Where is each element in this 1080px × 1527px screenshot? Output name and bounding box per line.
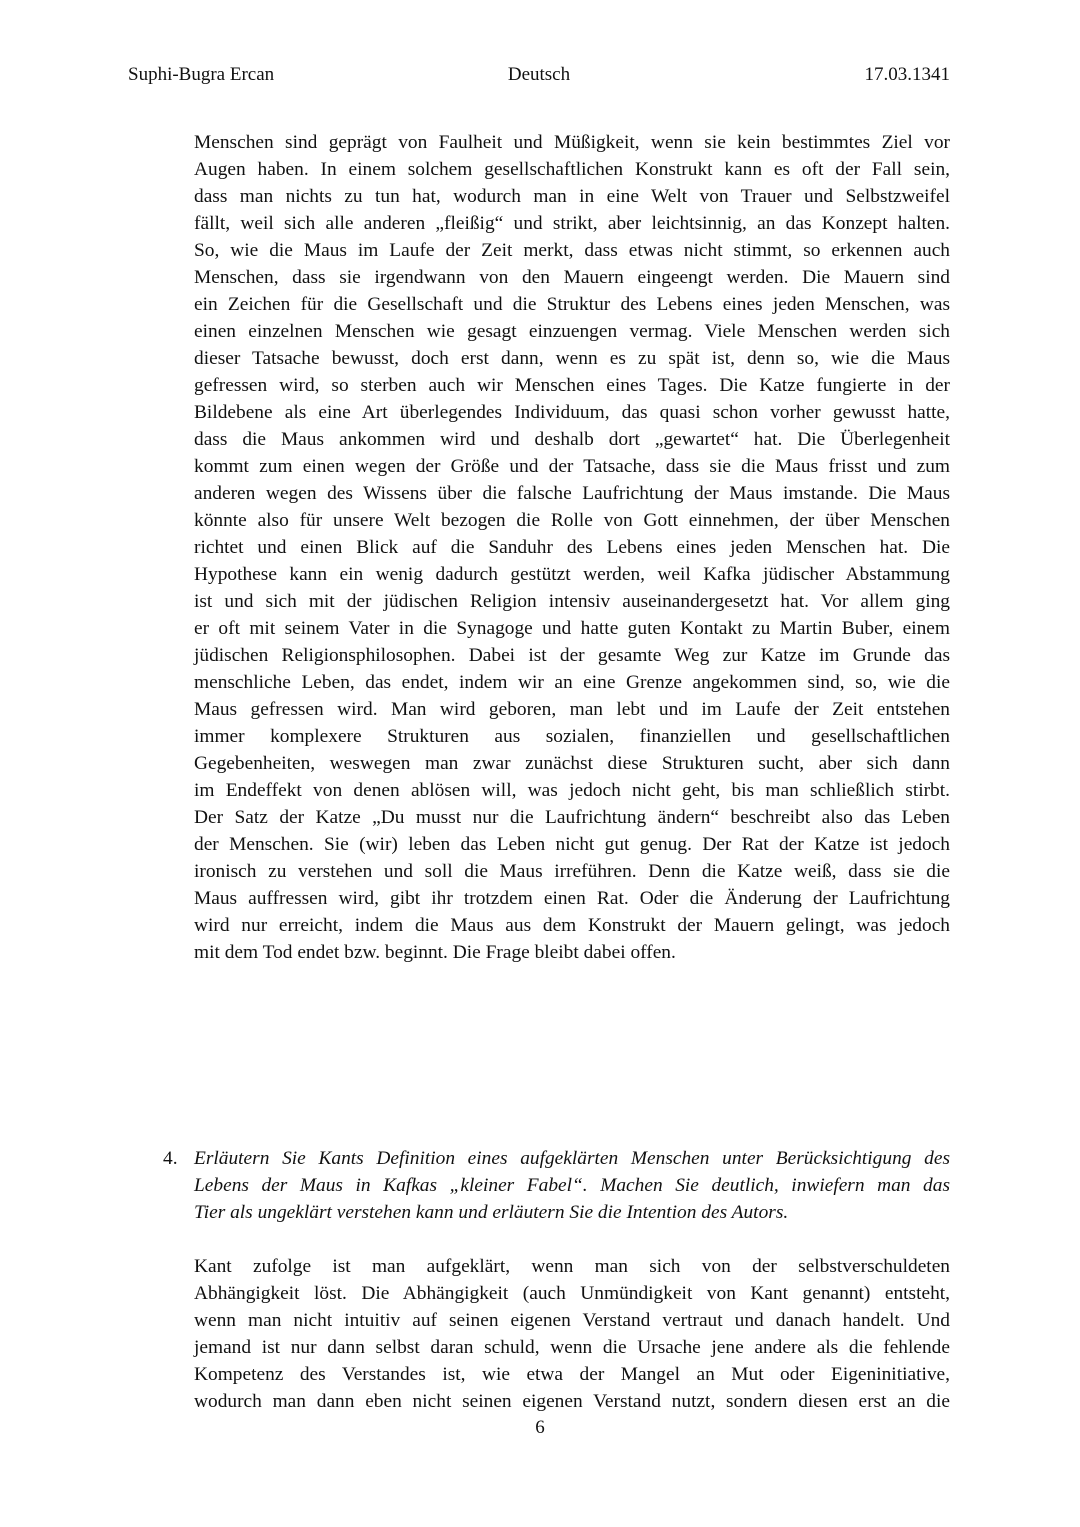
text-line: könnte also für unsere Welt bezogen die Rolle von Gott einnehmen, der über Menschen [194,510,950,531]
text-line: jüdischen Religionsphilosophen. Dabei ist der gesamte Weg zur Katze im Grunde das [194,645,950,666]
text-line: gefressen wird, so sterben auch wir Menschen eines Tages. Die Katze fungierte in der [194,375,950,396]
text-line: dass man nichts zu tun hat, wodurch man in eine Welt von Trauer und Selbstzweifel [194,186,950,207]
task-question [194,1145,950,1226]
text-line: Maus gefressen wird. Man wird geboren, man lebt und im Laufe der Zeit entstehen [194,699,950,720]
text-line: Menschen sind geprägt von Faulheit und Müßigkeit, wenn sie kein bestimmtes Ziel vor [194,132,950,153]
text-line: Maus auffressen wird, gibt ihr trotzdem einen Rat. Oder die Änderung der Laufrichtung [194,888,950,909]
text-line: Bildebene als eine Art überlegendes Individuum, das quasi schon vorher gewusst hatte, [194,402,950,423]
text-line: richtet und einen Blick auf die Sanduhr des Lebens eines jeden Menschen hat. Die [194,537,950,558]
task-line: Tier als ungeklärt verstehen kann und erläutern Sie die Intention des Autors. [194,1202,789,1223]
task-number: 4. [163,1148,178,1169]
text-line: Kompetenz des Verstandes ist, wie etwa der Mangel an Mut oder Eigeninitiative, [194,1364,950,1385]
text-line: Hypothese kann ein wenig dadurch gestützt werden, weil Kafka jüdischer Abstammung [194,564,950,585]
text-line: Menschen, dass sie irgendwann von den Mauern eingeengt werden. Die Mauern sind [194,267,950,288]
page-header [128,62,950,88]
text-line: Gegebenheiten, weswegen man zwar zunächst diese Strukturen sucht, aber sich dann [194,753,950,774]
task-line: Lebens der Maus in Kafkas „kleiner Fabel“. Machen Sie deutlich, inwiefern man das [194,1175,950,1196]
body-paragraph-2 [194,1253,950,1415]
text-line: ist und sich mit der jüdischen Religion intensiv auseinandergesetzt hat. Vor allem ging [194,591,950,612]
text-line: menschliche Leben, das endet, indem wir an eine Grenze angekommen sind, so, wie die [194,672,950,693]
text-line: Abhängigkeit löst. Die Abhängigkeit (auch Unmündigkeit von Kant genannt) entsteht, [194,1283,950,1304]
body-paragraph-1 [194,129,950,966]
text-line: ironisch zu verstehen und soll die Maus irreführen. Denn die Katze weiß, dass sie die [194,861,950,882]
text-line: So, wie die Maus im Laufe der Zeit merkt, dass etwas nicht stimmt, so erkennen auch [194,240,950,261]
page-number: 6 [535,1417,545,1438]
subject-title: Deutsch [507,64,571,85]
text-line: Kant zufolge ist man aufgeklärt, wenn man sich von der selbstverschuldeten [194,1256,950,1277]
text-line: er oft mit seinem Vater in die Synagoge und hatte guten Kontakt zu Martin Buber, einem [194,618,950,639]
text-line: wodurch man dann eben nicht seinen eigenen Verstand nutzt, sondern diesen erst an die [194,1391,950,1412]
text-line: dass die Maus ankommen wird und deshalb dort „gewartet“ hat. Die Überlegenheit [194,429,950,450]
task-line: Erläutern Sie Kants Definition eines aufgeklärten Menschen unter Berücksichtigung des [194,1148,950,1169]
text-line: wenn man nicht intuitiv auf seinen eigenen Verstand vertraut und danach handelt. Und [194,1310,950,1331]
text-line: einen einzelnen Menschen wie gesagt einzuengen vermag. Viele Menschen werden sich [194,321,950,342]
text-line: im Endeffekt von denen ablösen will, was jedoch nicht geht, bis man schließlich stirbt. [194,780,950,801]
text-line: kommt zum einen wegen der Größe und der Tatsache, dass sie die Maus frisst und zum [194,456,950,477]
text-line: wird nur erreicht, indem die Maus aus dem Konstrukt der Mauern gelingt, was jedoch [194,915,950,936]
document-date: 17.03.1341 [864,64,950,85]
text-line: ein Zeichen für die Gesellschaft und die Struktur des Lebens eines jeden Menschen, was [194,294,950,315]
text-line: Augen haben. In einem solchem gesellschaftlichen Konstrukt kann es oft der Fall sein, [194,159,950,180]
text-line: jemand ist nur dann selbst daran schuld, wenn die Ursache jene andere als die fehlende [194,1337,950,1358]
text-line: Der Satz der Katze „Du musst nur die Laufrichtung ändern“ beschreibt also das Leben [194,807,950,828]
text-line: immer komplexere Strukturen aus sozialen, finanziellen und gesellschaftlichen [194,726,950,747]
text-line: anderen wegen des Wissens über die falsche Laufrichtung der Maus imstande. Die Maus [194,483,950,504]
text-line: der Menschen. Sie (wir) leben das Leben nicht gut genug. Der Rat der Katze ist jedoch [194,834,950,855]
text-line: fällt, weil sich alle anderen „fleißig“ und strikt, aber leichtsinnig, an das Konzept halten. [194,213,950,234]
text-line: mit dem Tod endet bzw. beginnt. Die Frage bleibt dabei offen. [194,942,676,963]
author-name: Suphi-Bugra Ercan [128,64,275,85]
text-line: dieser Tatsache bewusst, doch erst dann, wenn es zu spät ist, denn so, wie die Maus [194,348,950,369]
